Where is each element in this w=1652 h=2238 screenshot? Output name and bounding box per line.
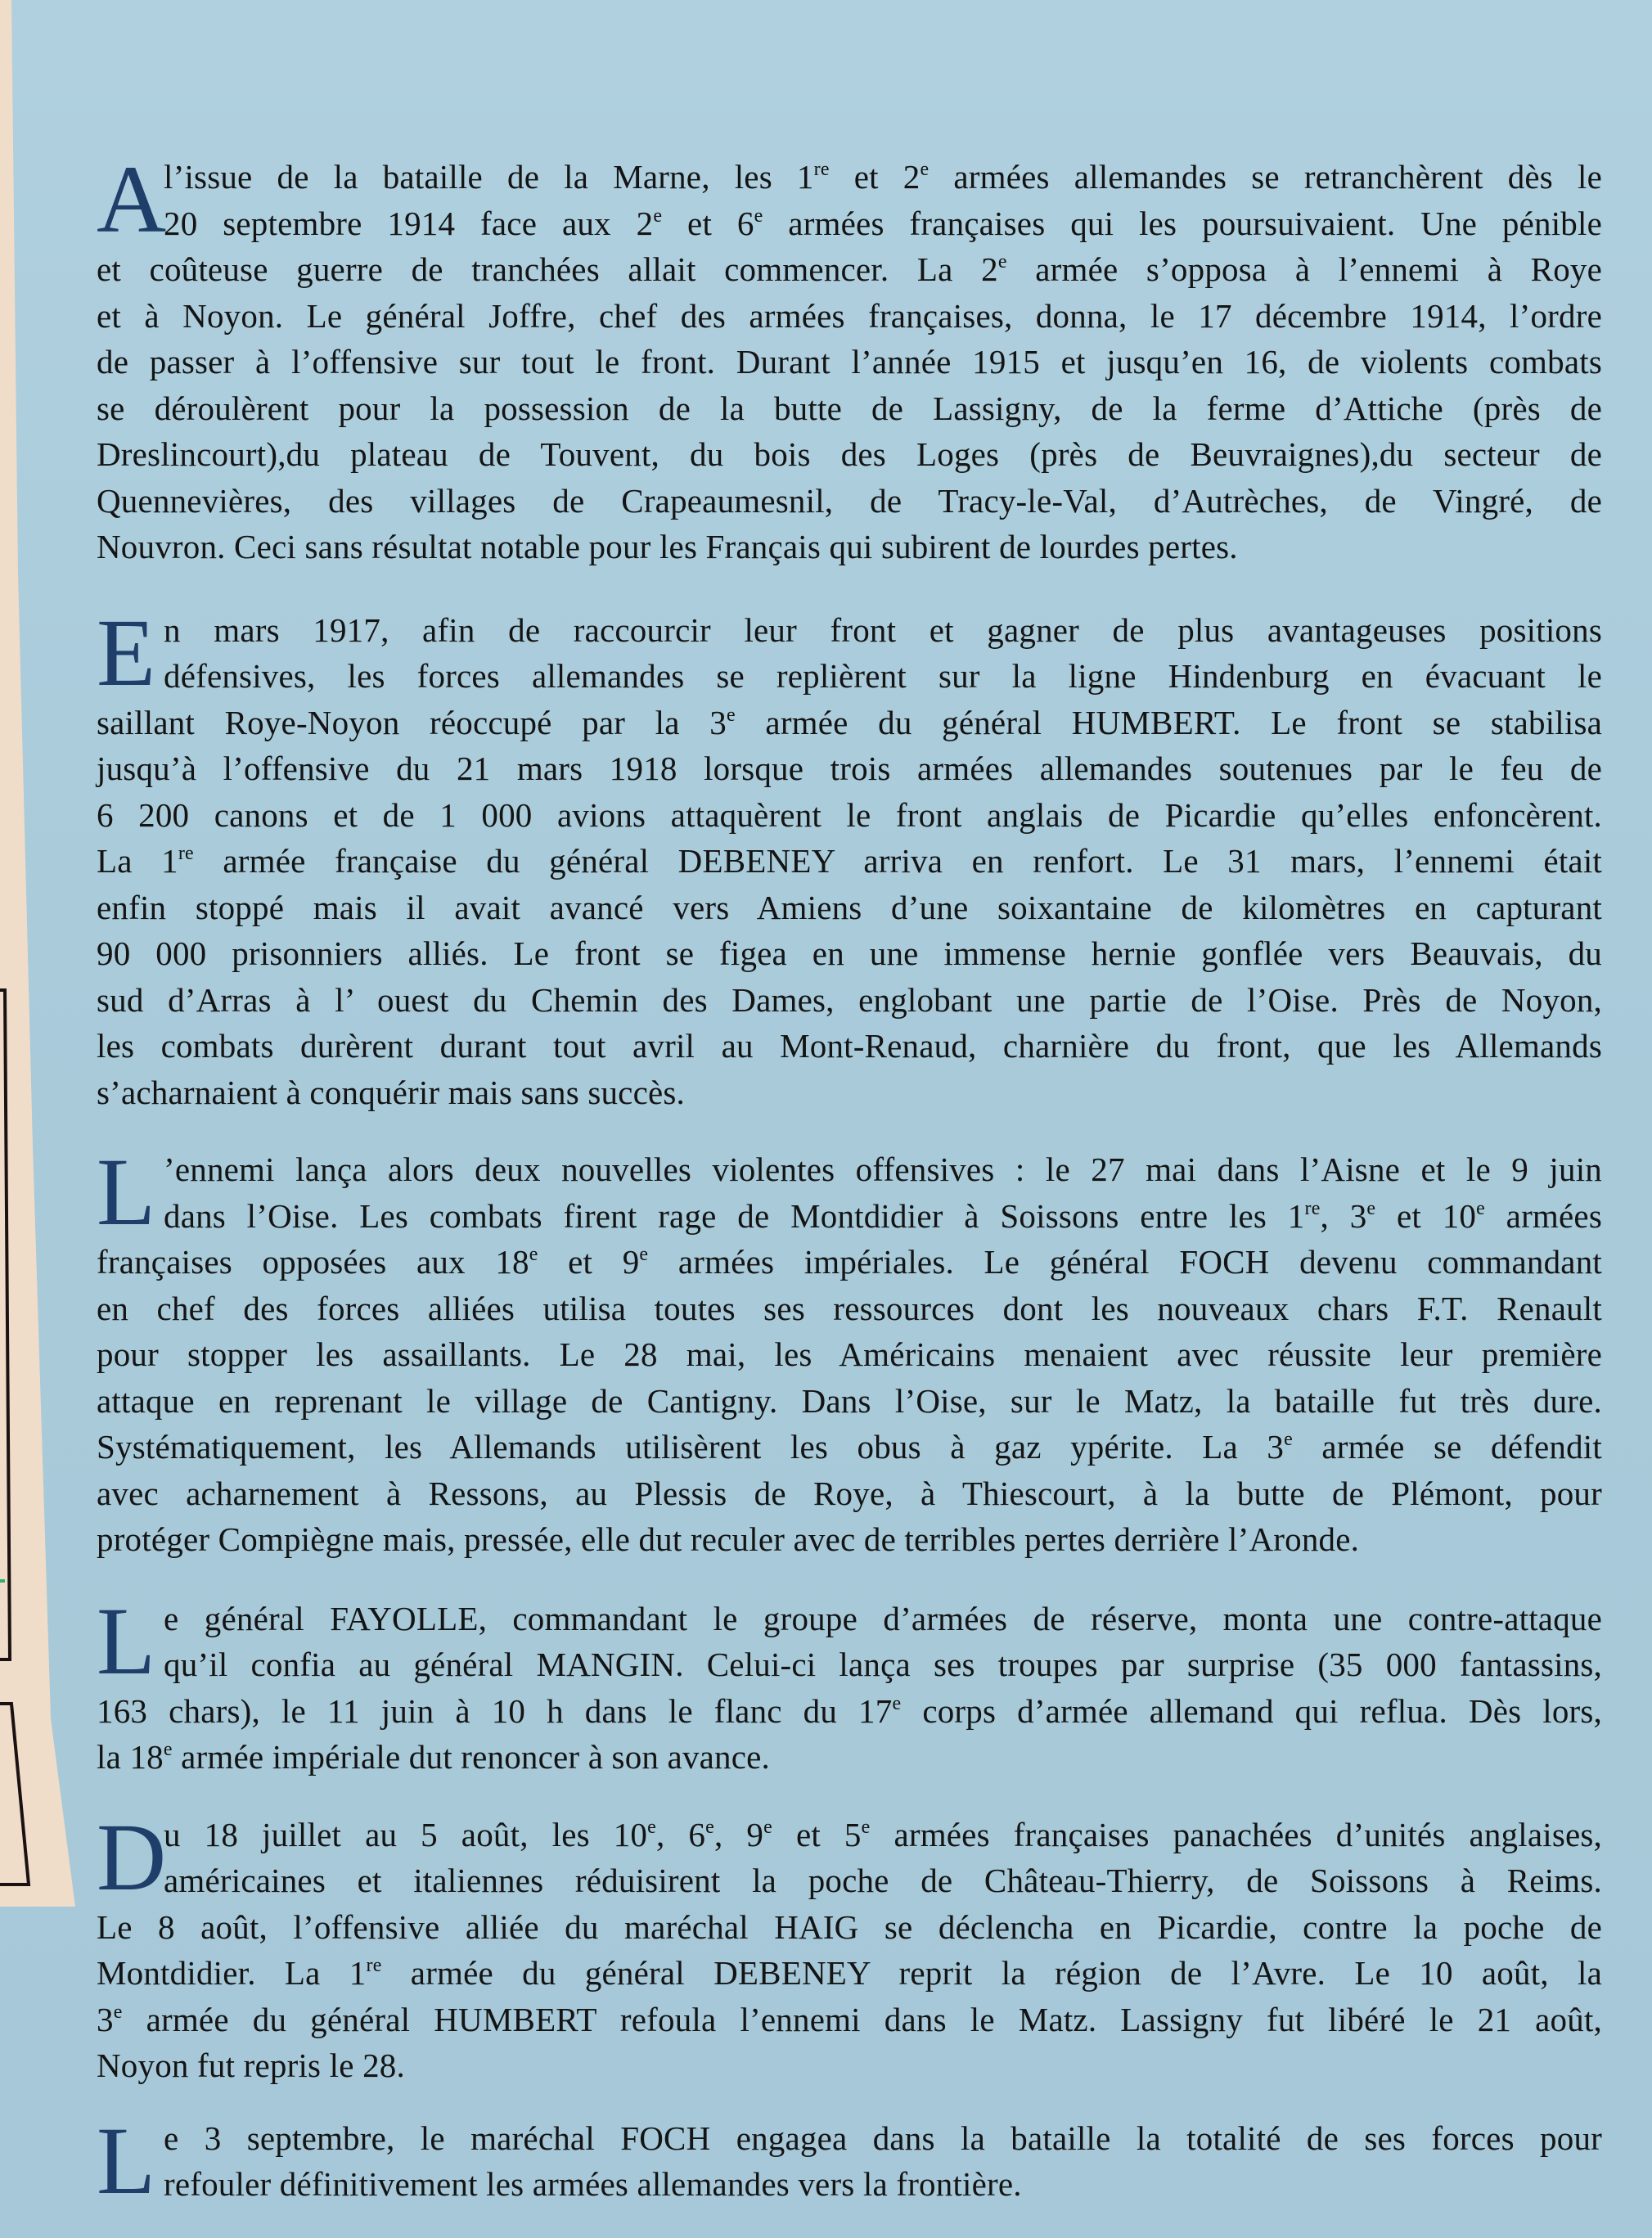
- paragraph: [97, 146, 1603, 570]
- text-line: [97, 1239, 1602, 1286]
- text-line: [97, 930, 1602, 977]
- ordinal-superscript: e: [763, 1816, 772, 1838]
- text-line: [97, 2115, 1602, 2162]
- drop-cap: L: [97, 1138, 156, 1245]
- text-line: [97, 1904, 1602, 1951]
- ordinal-superscript: e: [163, 1739, 173, 1760]
- text-line: [97, 607, 1602, 654]
- paragraph: [97, 1138, 1602, 1563]
- text-line: [97, 154, 1602, 200]
- text-segment: protéger Compiègne mais, pressée, elle dut reculer avec de terribles pertes derrière l’Aronde.: [97, 1520, 1360, 1558]
- text-line: [97, 524, 1602, 570]
- text-line: [97, 885, 1602, 931]
- text-line: [97, 977, 1602, 1024]
- drop-cap: L: [97, 1587, 156, 1695]
- text-line: [97, 2161, 1602, 2208]
- ordinal-superscript: e: [726, 704, 736, 726]
- text-segment: et 5: [772, 1815, 862, 1853]
- text-line: [97, 1424, 1602, 1470]
- text-line: [97, 1470, 1602, 1517]
- ordinal-superscript: e: [1366, 1197, 1376, 1219]
- ordinal-superscript: re: [813, 159, 830, 180]
- paragraph: [97, 1803, 1602, 2089]
- ordinal-superscript: e: [653, 205, 663, 227]
- text-segment: ’ennemi lança alors deux nouvelles violentes offensives : le 27 mai dans l’Aisne et le 9 juin: [164, 1151, 1602, 1188]
- text-segment: et 2: [829, 158, 921, 196]
- text-segment: armée du général HUMBERT refoula l’ennemi dans le Matz. Lassigny fut libéré le 21 août,: [122, 2000, 1602, 2038]
- text-segment: et à Noyon. Le général Joffre, chef des armées françaises, donna, le 17 décembre 1914, l’ordre: [97, 296, 1602, 335]
- text-line: [97, 1734, 1602, 1781]
- text-segment: enfin stoppé mais il avait avancé vers Amiens d’une soixantaine de kilomètres en capturant: [97, 888, 1602, 926]
- text-segment: La 1: [97, 842, 178, 880]
- text-segment: armée se défendit: [1292, 1428, 1602, 1466]
- text-segment: dans l’Oise. Les combats firent rage de Montdidier à Soissons entre les 1: [164, 1196, 1305, 1235]
- ordinal-superscript: e: [113, 2001, 123, 2023]
- text-segment: qu’il confia au général MANGIN. Celui-ci lança ses troupes par surprise (35 000 fantassins,: [164, 1646, 1602, 1683]
- text-line: [97, 1146, 1602, 1193]
- text-segment: Nouvron. Ceci sans résultat notable pour les Français qui subirent de lourdes pertes.: [97, 528, 1238, 565]
- side-panel-graphic: [0, 0, 82, 2238]
- text-segment: Montdidier. La 1: [97, 1954, 367, 1992]
- ordinal-superscript: e: [705, 1816, 714, 1838]
- text-line: [97, 339, 1602, 385]
- text-segment: s’acharnaient à conquérir mais sans succès.: [97, 1073, 685, 1111]
- text-segment: sud d’Arras à l’ ouest du Chemin des Dames, englobant une partie de l’Oise. Près de Noyon,: [97, 980, 1602, 1019]
- text-line: [97, 1378, 1602, 1425]
- text-segment: américaines et italiennes réduisirent la poche de Château-Thierry, de Soissons à Reims.: [164, 1862, 1602, 1899]
- text-segment: se déroulèrent pour la possession de la butte de Lassigny, de la ferme d’Attiche (près de: [97, 389, 1602, 427]
- drop-cap: D: [97, 1803, 167, 1911]
- paragraph: [97, 1587, 1602, 1781]
- text-segment: refouler définitivement les armées allemandes vers la frontière.: [164, 2165, 1022, 2203]
- text-segment: les combats durèrent durant tout avril au Mont-Renaud, charnière du front, que les Allemands: [97, 1027, 1602, 1065]
- side-panel-fill: [0, 0, 75, 1907]
- text-segment: Noyon fut repris le 28.: [97, 2047, 405, 2084]
- text-segment: , 3: [1320, 1196, 1367, 1235]
- text-line: [97, 792, 1602, 839]
- text-segment: armée s’opposa à l’ennemi à Roye: [1006, 250, 1602, 288]
- text-segment: armées françaises panachées d’unités anglaises,: [870, 1815, 1602, 1853]
- text-line: [97, 1286, 1602, 1332]
- text-segment: armées allemandes se retranchèrent dès le: [929, 158, 1603, 196]
- ordinal-superscript: e: [647, 1816, 656, 1838]
- ordinal-superscript: re: [1304, 1197, 1321, 1219]
- text-line: [97, 1516, 1602, 1563]
- text-segment: armée impériale dut renoncer à son avance.: [172, 1738, 770, 1776]
- text-segment: en chef des forces alliées utilisa toutes ses ressources dont les nouveaux chars F.T. Renault: [97, 1289, 1602, 1327]
- text-segment: 3: [97, 2000, 114, 2038]
- text-segment: 6 200 canons et de 1 000 avions attaquèrent le front anglais de Picardie qu’elles enfoncèrent.: [97, 795, 1602, 834]
- text-segment: et 10: [1375, 1196, 1477, 1235]
- side-panel: [0, 0, 82, 2238]
- text-line: [97, 653, 1602, 700]
- text-segment: Dreslincourt),du plateau de Touvent, du bois des Loges (près de Beuvraignes),du secteur de: [97, 435, 1602, 473]
- text-segment: Le 8 août, l’offensive alliée du maréchal HAIG se déclencha en Picardie, contre la poche de: [97, 1907, 1602, 1946]
- text-segment: e général FAYOLLE, commandant le groupe d’armées de réserve, monta une contre-attaque: [164, 1599, 1602, 1637]
- text-segment: jusqu’à l’offensive du 21 mars 1918 lorsque trois armées allemandes soutenues par le feu de: [97, 750, 1602, 787]
- document-body: [97, 146, 1603, 2214]
- text-line: [97, 293, 1602, 340]
- text-line: [97, 478, 1602, 525]
- text-segment: et coûteuse guerre de tranchées allait commencer. La 2: [97, 250, 998, 288]
- text-segment: u 18 juillet au 5 août, les 10: [164, 1815, 648, 1853]
- ordinal-superscript: re: [366, 1955, 382, 1976]
- text-segment: 20 septembre 1914 face aux 2: [164, 204, 654, 242]
- ordinal-superscript: e: [754, 205, 763, 227]
- text-segment: 90 000 prisonniers alliés. Le front se figea en une immense hernie gonflée vers Beauvais, du: [97, 934, 1602, 972]
- ordinal-superscript: e: [997, 251, 1007, 272]
- text-line: [97, 200, 1602, 247]
- text-line: [97, 1641, 1602, 1688]
- text-line: [97, 1997, 1602, 2043]
- text-segment: défensives, les forces allemandes se replièrent sur la ligne Hindenburg en évacuant le: [164, 657, 1602, 695]
- text-line: [97, 745, 1602, 792]
- text-line: [97, 1331, 1602, 1378]
- text-segment: Quennevières, des villages de Crapeaumesnil, de Tracy-le-Val, d’Autrèches, de Vingré, de: [97, 481, 1602, 520]
- text-segment: n mars 1917, afin de raccourcir leur front et gagner de plus avantageuses positions: [164, 610, 1602, 649]
- ordinal-superscript: e: [529, 1244, 538, 1265]
- text-segment: l’issue de la bataille de la Marne, les 1: [164, 158, 814, 196]
- text-line: [97, 1812, 1602, 1858]
- text-line: [97, 1950, 1602, 1997]
- text-line: [97, 431, 1602, 478]
- ordinal-superscript: e: [1284, 1429, 1293, 1450]
- text-segment: , 9: [713, 1815, 764, 1853]
- text-segment: de passer à l’offensive sur tout le front. Durant l’année 1915 et jusqu’en 16, de violents combats: [97, 343, 1602, 381]
- text-segment: armée du général DEBENEY reprit la région de l’Avre. Le 10 août, la: [381, 1954, 1602, 1992]
- text-segment: la 18: [97, 1738, 164, 1776]
- ordinal-superscript: e: [892, 1692, 902, 1714]
- text-segment: Systématiquement, les Allemands utilisèrent les obus à gaz ypérite. La 3: [97, 1428, 1285, 1466]
- text-line: [97, 1069, 1602, 1116]
- text-line: [97, 700, 1602, 746]
- ordinal-superscript: e: [861, 1816, 871, 1838]
- text-segment: et 9: [538, 1243, 640, 1281]
- text-segment: avec acharnement à Ressons, au Plessis de Roye, à Thiescourt, à la butte de Plémont, pour: [97, 1474, 1602, 1512]
- text-line: [97, 1023, 1602, 1069]
- text-segment: 163 chars), le 11 juin à 10 h dans le flanc du 17: [97, 1691, 893, 1730]
- text-segment: saillant Roye-Noyon réoccupé par la 3: [97, 703, 727, 741]
- text-segment: e 3 septembre, le maréchal FOCH engagea dans la bataille la totalité de ses forces pour: [164, 2119, 1602, 2157]
- text-segment: armée du général HUMBERT. Le front se stabilisa: [735, 703, 1602, 741]
- text-line: [97, 385, 1602, 432]
- ordinal-superscript: e: [920, 159, 930, 180]
- text-segment: attaque en reprenant le village de Cantigny. Dans l’Oise, sur le Matz, la bataille fut très dure.: [97, 1381, 1602, 1420]
- drop-cap: L: [97, 2106, 156, 2214]
- text-segment: françaises opposées aux 18: [97, 1243, 529, 1281]
- text-segment: armées impériales. Le général FOCH devenu commandant: [648, 1243, 1602, 1281]
- paragraph: [97, 2106, 1602, 2214]
- text-line: [97, 2042, 1602, 2089]
- ordinal-superscript: e: [1476, 1197, 1485, 1219]
- text-segment: armée française du général DEBENEY arriva en renfort. Le 31 mars, l’ennemi était: [193, 842, 1602, 880]
- ordinal-superscript: e: [639, 1244, 649, 1265]
- drop-cap: A: [97, 146, 167, 253]
- text-segment: armées françaises qui les poursuivaient. Une pénible: [763, 204, 1602, 242]
- paragraph: [97, 598, 1602, 1116]
- text-segment: , 6: [656, 1815, 706, 1853]
- text-line: [97, 1596, 1602, 1642]
- text-segment: pour stopper les assaillants. Le 28 mai, les Américains menaient avec réussite leur première: [97, 1335, 1602, 1373]
- text-segment: et 6: [662, 204, 754, 242]
- text-line: [97, 1688, 1602, 1735]
- text-segment: corps d’armée allemand qui reflua. Dès lors,: [901, 1691, 1602, 1730]
- text-line: [97, 1193, 1602, 1240]
- ordinal-superscript: re: [178, 843, 194, 864]
- text-line: [97, 1857, 1602, 1904]
- text-line: [97, 246, 1602, 293]
- drop-cap: E: [97, 598, 156, 706]
- text-segment: armées: [1484, 1196, 1602, 1235]
- text-line: [97, 838, 1602, 885]
